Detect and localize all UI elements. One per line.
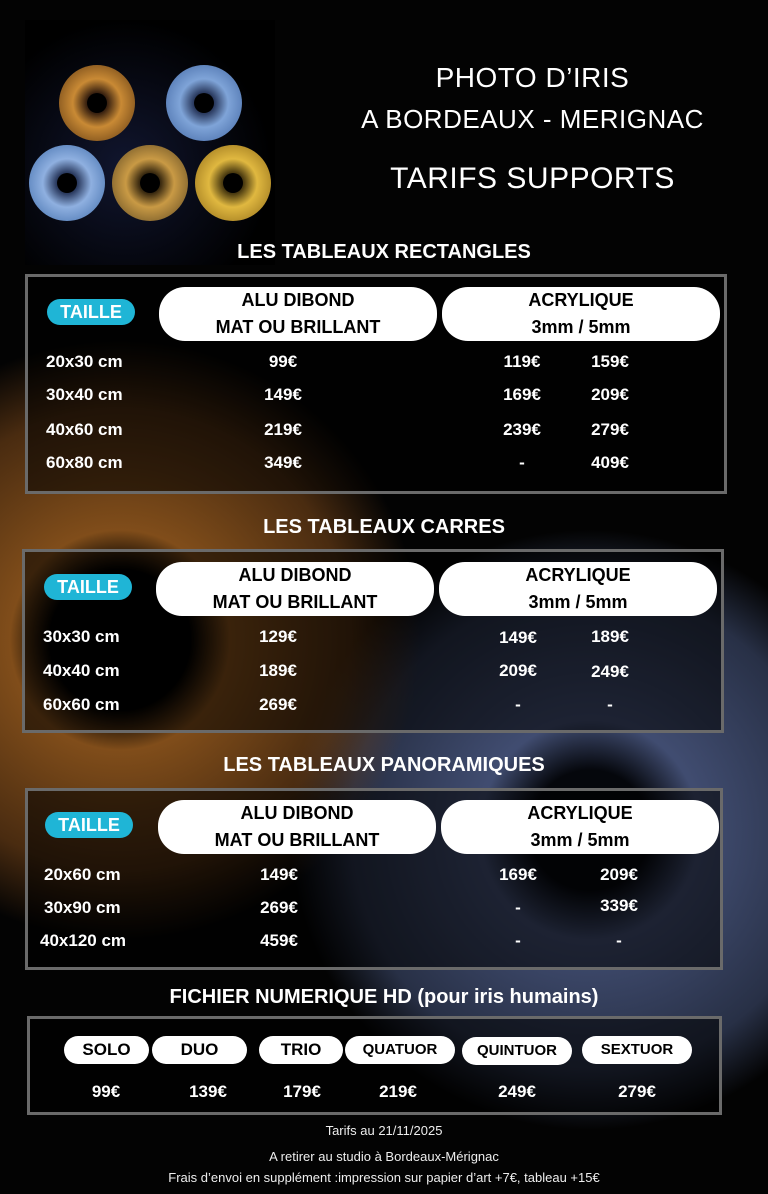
size: 30x30 cm: [43, 627, 120, 646]
acrylique-5mm-price: -: [616, 931, 622, 950]
option-duo: DUO: [152, 1036, 247, 1064]
option-quintuor: QUINTUOR: [462, 1037, 572, 1065]
subtitle: TARIFS SUPPORTS: [390, 162, 675, 195]
pickup-note: A retirer au studio à Bordeaux-Mérignac: [269, 1149, 499, 1164]
alu-price: 189€: [259, 661, 297, 680]
acrylique-5mm-price: 279€: [591, 420, 629, 439]
acrylique-3mm-price: 119€: [503, 352, 541, 371]
alu-price: 99€: [268, 352, 298, 371]
price-solo: 99€: [91, 1082, 121, 1101]
size: 40x120 cm: [40, 931, 127, 950]
alu-label: ALU DIBOND: [241, 290, 355, 310]
alu-dibond-header: [158, 800, 436, 854]
option-solo: SOLO: [64, 1036, 149, 1064]
taille-badge: TAILLE: [47, 299, 135, 325]
alu-price: 269€: [260, 898, 298, 917]
price-quintuor: 249€: [498, 1082, 536, 1101]
acrylique-5mm-price: -: [607, 695, 613, 714]
section-title-carres: LES TABLEAUX CARRES: [263, 516, 505, 538]
option-sextuor: SEXTUOR: [582, 1036, 692, 1064]
alu-price: 149€: [260, 865, 298, 884]
price-sextuor: 279€: [618, 1082, 656, 1101]
location: A BORDEAUX - MERIGNAC: [361, 104, 704, 134]
acrylique-3mm-price: -: [515, 931, 521, 950]
acrylique-5mm-price: 339€: [600, 896, 638, 915]
taille-badge: TAILLE: [44, 574, 132, 600]
acrylique-3mm-price: -: [515, 898, 521, 917]
alu-dibond-header: [159, 287, 437, 341]
shipping-note: Frais d’envoi en supplément :impression sur papier d’art +7€, tableau +15€: [168, 1170, 600, 1185]
section-title-rectangles: LES TABLEAUX RECTANGLES: [237, 241, 531, 263]
price-duo: 139€: [189, 1082, 227, 1101]
acrylique-5mm-price: 409€: [591, 453, 629, 472]
alu-finish-label: MAT OU BRILLANT: [212, 592, 378, 612]
acrylique-5mm-price: 189€: [591, 627, 629, 646]
size: 40x60 cm: [46, 420, 123, 439]
acrylique-5mm-price: 209€: [600, 865, 638, 884]
acrylique-thickness-label: 3mm / 5mm: [531, 317, 631, 337]
size: 30x40 cm: [46, 385, 123, 404]
acrylique-thickness-label: 3mm / 5mm: [530, 830, 630, 850]
section-title-panoramiques: LES TABLEAUX PANORAMIQUES: [223, 754, 545, 776]
acrylique-header: [441, 800, 719, 854]
alu-finish-label: MAT OU BRILLANT: [214, 830, 380, 850]
acrylique-3mm-price: 209€: [499, 661, 537, 680]
taille-badge: TAILLE: [45, 812, 133, 838]
acrylique-label: ACRYLIQUE: [525, 565, 631, 585]
acrylique-3mm-price: 169€: [499, 865, 537, 884]
size: 20x30 cm: [46, 352, 123, 371]
alu-dibond-header: [156, 562, 434, 616]
price-trio: 179€: [283, 1082, 321, 1101]
alu-price: 219€: [264, 420, 302, 439]
acrylique-3mm-price: 169€: [503, 385, 541, 404]
acrylique-label: ACRYLIQUE: [528, 290, 634, 310]
iris-collage-logo: [25, 20, 275, 265]
section-title-digital: FICHIER NUMERIQUE HD (pour iris humains): [169, 986, 599, 1008]
acrylique-header: [439, 562, 717, 616]
acrylique-3mm-price: -: [519, 453, 525, 472]
acrylique-3mm-price: 239€: [503, 420, 541, 439]
alu-price: 349€: [264, 453, 302, 472]
size: 60x60 cm: [43, 695, 120, 714]
size: 20x60 cm: [44, 865, 121, 884]
acrylique-label: ACRYLIQUE: [527, 803, 633, 823]
acrylique-5mm-price: 209€: [591, 385, 629, 404]
alu-price: 269€: [259, 695, 297, 714]
alu-price: 149€: [264, 385, 302, 404]
acrylique-3mm-price: 149€: [499, 628, 537, 647]
acrylique-3mm-price: -: [515, 695, 521, 714]
alu-price: 459€: [260, 931, 298, 950]
alu-finish-label: MAT OU BRILLANT: [215, 317, 381, 337]
acrylique-5mm-price: 159€: [591, 352, 629, 371]
acrylique-thickness-label: 3mm / 5mm: [528, 592, 628, 612]
alu-price: 129€: [259, 627, 297, 646]
option-quatuor: QUATUOR: [345, 1036, 455, 1064]
page-title: PHOTO D’IRIS: [435, 62, 630, 93]
alu-label: ALU DIBOND: [240, 803, 354, 823]
option-trio: TRIO: [259, 1036, 343, 1064]
price-quatuor: 219€: [379, 1082, 417, 1101]
acrylique-5mm-price: 249€: [591, 662, 629, 681]
price-date: Tarifs au 21/11/2025: [325, 1123, 443, 1138]
size: 30x90 cm: [44, 898, 121, 917]
acrylique-header: [442, 287, 720, 341]
size: 40x40 cm: [43, 661, 120, 680]
size: 60x80 cm: [46, 453, 123, 472]
alu-label: ALU DIBOND: [238, 565, 352, 585]
